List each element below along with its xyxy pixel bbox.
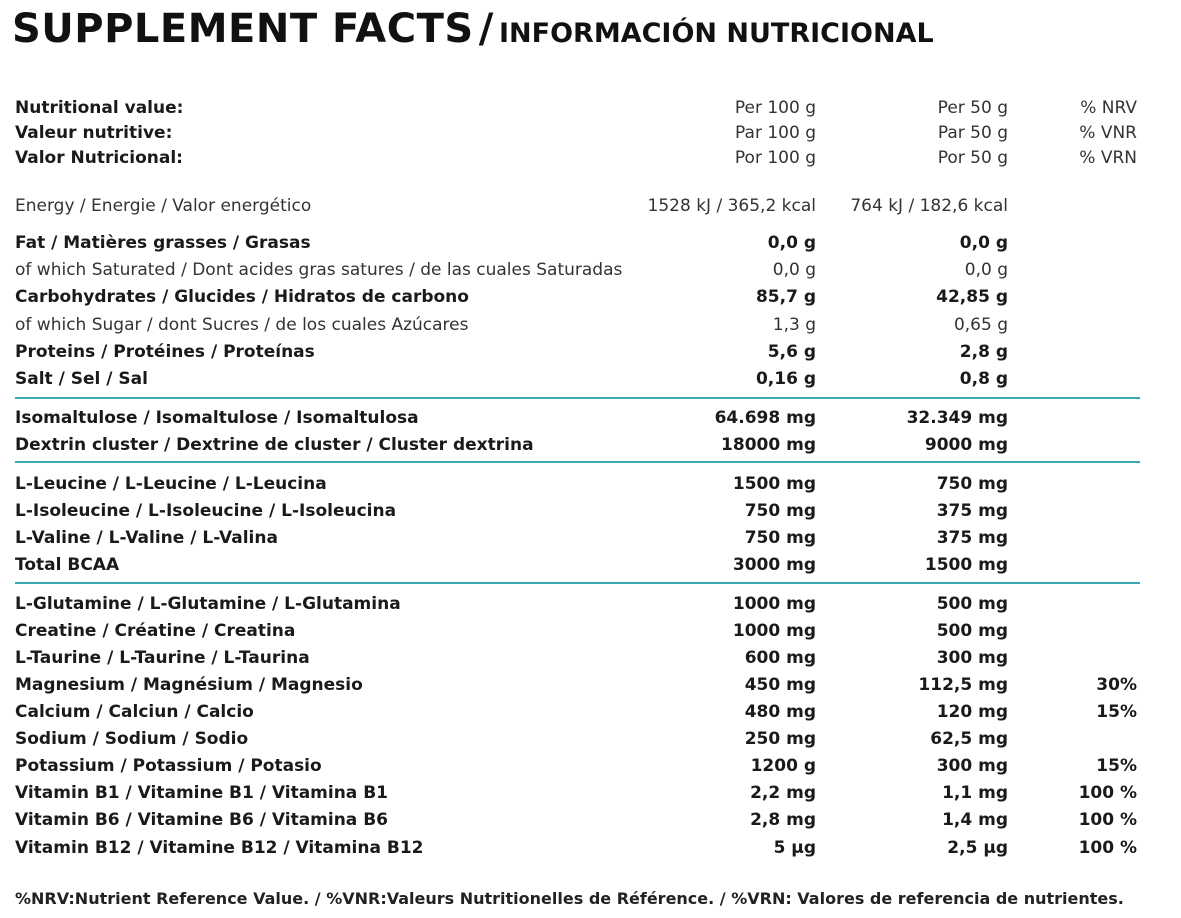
row-per50: 120 mg <box>936 702 1008 722</box>
header-col3: % VRN <box>1079 148 1137 168</box>
row-per50: 32.349 mg <box>906 408 1008 428</box>
section-divider <box>15 461 1140 463</box>
row-label: Calcium / Calciun / Calcio <box>15 702 254 722</box>
row-label: Potassium / Potassium / Potasio <box>15 756 322 776</box>
table-row <box>15 753 1140 779</box>
row-per100: 1000 mg <box>732 621 816 641</box>
table-row <box>15 807 1140 833</box>
row-per50: 0,65 g <box>953 315 1008 335</box>
row-nrv: 100 % <box>1078 783 1137 803</box>
header-row <box>15 145 1140 171</box>
row-per50: 0,8 g <box>959 369 1008 389</box>
table-row <box>15 699 1140 725</box>
row-per50: 9000 mg <box>924 435 1008 455</box>
header-row <box>15 120 1140 146</box>
header-row <box>15 95 1140 121</box>
title-slash: / <box>478 6 494 52</box>
row-label: Total BCAA <box>15 555 120 575</box>
row-label: L-Valine / L-Valine / L-Valina <box>15 528 278 548</box>
table-row <box>15 525 1140 551</box>
section-divider <box>15 397 1140 399</box>
row-label: Vitamin B12 / Vitamine B12 / Vitamina B12 <box>15 838 424 858</box>
row-nrv: 100 % <box>1078 810 1137 830</box>
row-label: L-Leucine / L-Leucine / L-Leucina <box>15 474 327 494</box>
header-col2: Par 50 g <box>937 123 1008 143</box>
row-per100: 0,16 g <box>755 369 816 389</box>
row-per50: 112,5 mg <box>918 675 1008 695</box>
table-row <box>15 672 1140 698</box>
row-per100: 250 mg <box>744 729 816 749</box>
table-row <box>15 591 1140 617</box>
row-per100: 0,0 g <box>772 260 816 280</box>
row-nrv: 15% <box>1096 756 1137 776</box>
row-per100: 1200 g <box>750 756 816 776</box>
row-per50: 1,4 mg <box>942 810 1008 830</box>
row-per50: 62,5 mg <box>930 729 1008 749</box>
footnote: %NRV:Nutrient Reference Value. / %VNR:Valeurs Nutritionelles de Référence. / %VRN: Valores de referencia de nutrientes. <box>15 889 1124 908</box>
row-label: Dextrin cluster / Dextrine de cluster / Cluster dextrina <box>15 435 534 455</box>
row-label: Magnesium / Magnésium / Magnesio <box>15 675 363 695</box>
table-row <box>15 498 1140 524</box>
row-nrv: 100 % <box>1078 838 1137 858</box>
row-per100: 750 mg <box>744 501 816 521</box>
row-per50: 2,8 g <box>959 342 1008 362</box>
table-row <box>15 339 1140 365</box>
row-per100: 1,3 g <box>772 315 816 335</box>
energy-per50: 764 kJ / 182,6 kcal <box>850 196 1008 216</box>
header-col3: % VNR <box>1079 123 1137 143</box>
table-row <box>15 618 1140 644</box>
row-per100: 0,0 g <box>767 233 816 253</box>
row-label: Proteins / Protéines / Proteínas <box>15 342 315 362</box>
table-row <box>15 284 1140 310</box>
row-per100: 5,6 g <box>767 342 816 362</box>
header-col1: Por 100 g <box>734 148 816 168</box>
row-label: L-Taurine / L-Taurine / L-Taurina <box>15 648 310 668</box>
row-per100: 1000 mg <box>732 594 816 614</box>
row-label: Vitamin B6 / Vitamine B6 / Vitamina B6 <box>15 810 388 830</box>
page-title <box>12 6 934 52</box>
row-per100: 2,8 mg <box>750 810 816 830</box>
table-row <box>15 366 1140 392</box>
row-per50: 750 mg <box>936 474 1008 494</box>
row-per50: 1,1 mg <box>942 783 1008 803</box>
row-label: of which Sugar / dont Sucres / de los cuales Azúcares <box>15 315 469 335</box>
row-per50: 1500 mg <box>924 555 1008 575</box>
row-per100: 750 mg <box>744 528 816 548</box>
table-row <box>15 432 1140 458</box>
row-per50: 500 mg <box>936 621 1008 641</box>
row-per50: 42,85 g <box>936 287 1008 307</box>
header-label: Valor Nutricional: <box>15 148 183 168</box>
table-row <box>15 645 1140 671</box>
header-col1: Par 100 g <box>735 123 816 143</box>
row-per100: 3000 mg <box>732 555 816 575</box>
row-nrv: 30% <box>1096 675 1137 695</box>
table-row <box>15 835 1140 861</box>
header-col1: Per 100 g <box>734 98 816 118</box>
row-label: Sodium / Sodium / Sodio <box>15 729 249 749</box>
row-per50: 375 mg <box>936 528 1008 548</box>
row-per100: 85,7 g <box>755 287 816 307</box>
row-label: Vitamin B1 / Vitamine B1 / Vitamina B1 <box>15 783 388 803</box>
row-per50: 0,0 g <box>964 260 1008 280</box>
row-label: L-Isoleucine / L-Isoleucine / L-Isoleucina <box>15 501 397 521</box>
row-label: Isomaltulose / Isomaltulose / Isomaltulosa <box>15 408 419 428</box>
row-per50: 300 mg <box>936 648 1008 668</box>
header-col2: Per 50 g <box>937 98 1008 118</box>
row-per100: 5 µg <box>773 838 816 858</box>
row-per50: 2,5 µg <box>947 838 1008 858</box>
row-per50: 0,0 g <box>959 233 1008 253</box>
row-label: L-Glutamine / L-Glutamine / L-Glutamina <box>15 594 401 614</box>
row-per50: 300 mg <box>936 756 1008 776</box>
row-per50: 500 mg <box>936 594 1008 614</box>
row-nrv: 15% <box>1096 702 1137 722</box>
table-row <box>15 471 1140 497</box>
table-row <box>15 780 1140 806</box>
row-label: of which Saturated / Dont acides gras satures / de las cuales Saturadas <box>15 260 623 280</box>
energy-row <box>15 193 1140 219</box>
row-per100: 2,2 mg <box>750 783 816 803</box>
row-per100: 480 mg <box>744 702 816 722</box>
section-divider <box>15 582 1140 584</box>
title-sub: INFORMACIÓN NUTRICIONAL <box>499 18 934 49</box>
table-row <box>15 312 1140 338</box>
row-per100: 1500 mg <box>732 474 816 494</box>
row-label: Carbohydrates / Glucides / Hidratos de carbono <box>15 287 469 307</box>
header-col2: Por 50 g <box>937 148 1008 168</box>
header-col3: % NRV <box>1080 98 1137 118</box>
row-per50: 375 mg <box>936 501 1008 521</box>
table-row <box>15 726 1140 752</box>
row-per100: 18000 mg <box>721 435 816 455</box>
title-main: SUPPLEMENT FACTS <box>12 6 474 52</box>
header-label: Nutritional value: <box>15 98 184 118</box>
row-per100: 600 mg <box>744 648 816 668</box>
energy-per100: 1528 kJ / 365,2 kcal <box>647 196 816 216</box>
header-label: Valeur nutritive: <box>15 123 173 143</box>
energy-label: Energy / Energie / Valor energético <box>15 196 312 216</box>
table-row <box>15 257 1140 283</box>
table-row <box>15 405 1140 431</box>
row-label: Creatine / Créatine / Creatina <box>15 621 296 641</box>
row-per100: 450 mg <box>744 675 816 695</box>
row-per100: 64.698 mg <box>714 408 816 428</box>
table-row <box>15 552 1140 578</box>
table-row <box>15 230 1140 256</box>
row-label: Salt / Sel / Sal <box>15 369 148 389</box>
row-label: Fat / Matières grasses / Grasas <box>15 233 311 253</box>
